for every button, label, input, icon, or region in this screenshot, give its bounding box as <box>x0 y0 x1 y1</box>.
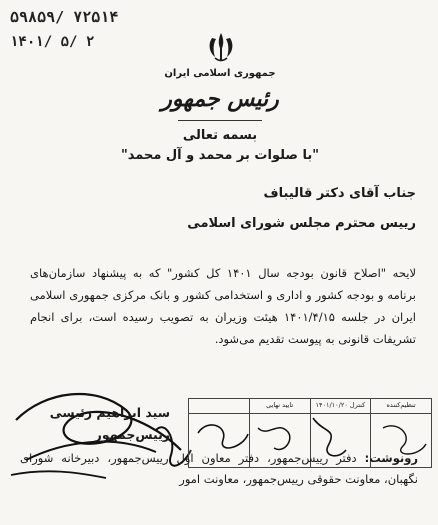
stamp-col-final: تایید نهایی <box>249 399 310 467</box>
office-title: رئیس جمهور <box>161 86 279 112</box>
stamp-col-preparer: تنظیم‌کننده <box>370 399 431 467</box>
salawat-line: "با صلوات بر محمد و آل محمد" <box>120 148 320 163</box>
cc-label: رونوشت: <box>364 451 418 465</box>
addressee-name: جناب آقای دکتر قالیباف <box>263 186 416 201</box>
header-divider <box>178 120 262 121</box>
letter-date: ۱۴۰۱/ ۵/ ۲ <box>10 34 95 50</box>
invocation-line: بسمه تعالی <box>182 128 258 143</box>
organization-name: جمهوری اسلامی ایران <box>164 68 276 79</box>
cc-recipients: دفتر رییس‌جمهور، دفتر معاون اول رییس‌جمهور، دبیرخانه شورای نگهبان، معاونت حقوقی رییس‌جمهور، معاونت امور <box>20 451 418 486</box>
letter-body: لایحه "اصلاح قانون بودجه سال ۱۴۰۱ کل کشور" که به پیشنهاد سازمان‌های برنامه و بودجه کشور و اداری و استخدامی کشور و بانک مرکزی جمهوری اسلامی ایران در جلسه ۱۴۰۱/۴/۱۵ هیئت وزیران به تصویب رسیده است، برای انجام تشریفات قانونی به پیوست تقدیم می‌شود. <box>30 266 417 346</box>
signer-title: رییس‌جمهور <box>94 427 170 442</box>
addressee-title: رییس محترم مجلس شورای اسلامی <box>187 216 416 231</box>
signer-name: سید ابراهیم رئیسی <box>49 405 170 420</box>
cc-block <box>20 448 418 490</box>
iran-emblem-icon <box>204 30 238 64</box>
reference-number: ۵۹۸۵۹/ ۷۲۵۱۴ <box>10 8 119 26</box>
signer-block <box>40 402 170 446</box>
stamp-control-label: کنترل <box>349 401 366 409</box>
stamp-control-value: ۱۴۰۱/۱۰/۲۰ <box>315 401 348 409</box>
